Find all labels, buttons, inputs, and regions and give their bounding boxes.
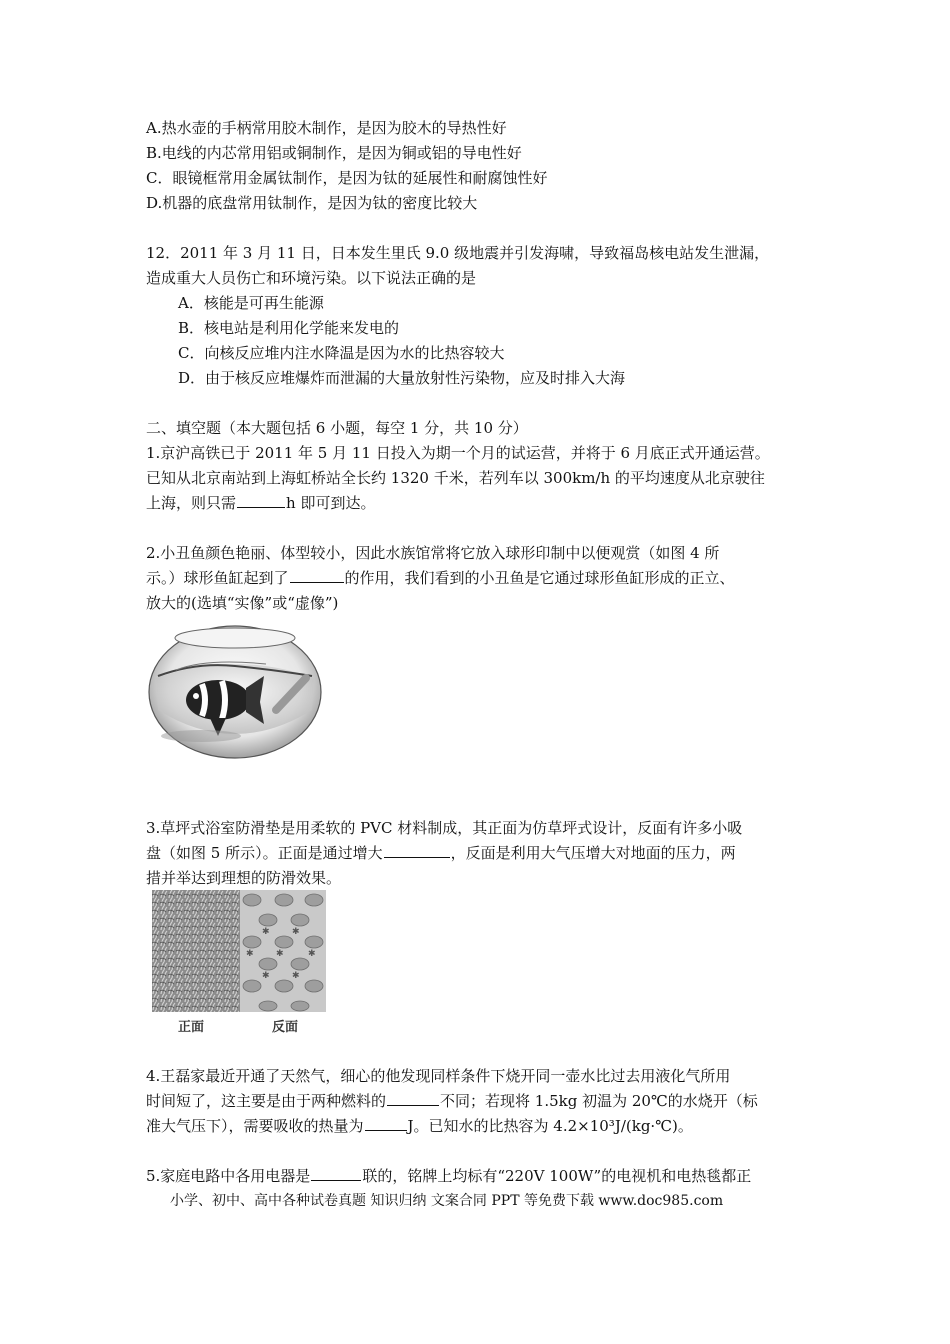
caption-back: 反面 (272, 1020, 299, 1035)
svg-text:✱: ✱ (246, 949, 254, 959)
q12-stem-line1: 12．2011 年 3 月 11 日，日本发生里氏 9.0 级地震并引发海啸，导致福岛核电站发生泄漏， (146, 244, 770, 262)
antislip-mat-illustration (152, 890, 326, 1012)
svg-text:✱: ✱ (262, 927, 270, 937)
fill-q5-blank[interactable] (311, 1166, 361, 1181)
q12-stem-line2: 造成重大人员伤亡和环境污染。以下说法正确的是 (146, 269, 477, 287)
svg-text:✱: ✱ (262, 971, 270, 981)
fill-q3-line2 (146, 843, 736, 863)
fill-q2-text-post: 的作用，我们看到的小丑鱼是它通过球形鱼缸形成的正立、 (344, 569, 735, 587)
svg-text:✱: ✱ (276, 949, 284, 959)
fill-q1-line2: 已知从北京南站到上海虹桥站全长约 1320 千米，若列车以 300km/h 的平均速度从北京驶往 (146, 469, 765, 487)
q12-option-c: C．向核反应堆内注水降温是因为水的比热容较大 (178, 344, 505, 362)
fill-q1-line1: 1.京沪高铁已于 2011 年 5 月 11 日投入为期一个月的试运营，并将于 6 月底正式开通运营。 (146, 444, 770, 462)
fill-q4-line3 (146, 1116, 693, 1136)
svg-text:✱: ✱ (308, 949, 316, 959)
q11-option-c: C．眼镜框常用金属钛制作，是因为钛的延展性和耐腐蚀性好 (146, 169, 548, 187)
fill-q1-text-post: h 即可到达。 (286, 494, 376, 512)
page-footer: 小学、初中、高中各种试卷真题 知识归纳 文案合同 PPT 等免费下载 www.doc985.com (170, 1193, 724, 1209)
caption-front: 正面 (178, 1020, 205, 1035)
fishbowl-image (146, 618, 324, 760)
svg-text:✱: ✱ (292, 927, 300, 937)
svg-text:✱: ✱ (292, 971, 300, 981)
q11-option-b: B.电线的内芯常用铝或铜制作，是因为铜或铝的导电性好 (146, 144, 522, 162)
fill-q2-line1: 2.小丑鱼颜色艳丽、体型较小，因此水族馆常将它放入球形印制中以便观赏（如图 4 所 (146, 544, 720, 562)
fill-q3-line1: 3.草坪式浴室防滑垫是用柔软的 PVC 材料制成，其正面为仿草坪式设计，反面有许多小吸 (146, 819, 743, 837)
fill-q5-text-pre: 5.家庭电路中各用电器是 (146, 1167, 311, 1185)
fill-q1-line3 (146, 493, 375, 513)
fill-q4-line1: 4.王磊家最近开通了天然气，细心的他发现同样条件下烧开同一壶水比过去用液化气所用 (146, 1067, 731, 1085)
fill-q4-text-pre: 时间短了，这主要是由于两种燃料的 (146, 1092, 387, 1110)
fill-q4-blank-2[interactable] (365, 1116, 407, 1131)
q11-option-d: D.机器的底盘常用钛制作，是因为钛的密度比较大 (146, 194, 478, 212)
fill-q4-line2 (146, 1091, 758, 1111)
section2-title: 二、填空题（本大题包括 6 小题，每空 1 分，共 10 分） (146, 419, 528, 437)
fill-q3-line3: 措并举达到理想的防滑效果。 (146, 869, 342, 887)
q12-option-d: D．由于核反应堆爆炸而泄漏的大量放射性污染物，应及时排入大海 (178, 369, 626, 387)
q12-option-a: A．核能是可再生能源 (178, 294, 324, 312)
fill-q5-line1 (146, 1166, 751, 1186)
fill-q2-blank[interactable] (290, 568, 344, 583)
q11-option-a: A.热水壶的手柄常用胶木制作，是因为胶木的导热性好 (146, 119, 507, 137)
fill-q5-text-post: 联的，铭牌上均标有“220V 100W”的电视机和电热毯都正 (362, 1167, 752, 1185)
fill-q1-text-pre: 上海，则只需 (146, 494, 237, 512)
fill-q3-text-post: ，反面是利用大气压增大对地面的压力，两 (450, 844, 736, 862)
fill-q3-blank[interactable] (384, 843, 450, 858)
fishbowl-illustration (146, 618, 324, 760)
fill-q2-text-pre: 示。）球形鱼缸起到了 (146, 569, 289, 587)
fill-q2-line3: 放大的(选填“实像”或“虚像”) (146, 594, 339, 612)
fill-q2-line2 (146, 568, 735, 588)
fill-q4-text-pre2: 准大气压下），需要吸收的热量为 (146, 1117, 364, 1135)
fill-q4-text-post: J。已知水的比热容为 4.2×10³J/(kg·℃)。 (407, 1117, 693, 1135)
antislip-mat-image (152, 890, 326, 1012)
fill-q4-blank-1[interactable] (387, 1091, 439, 1106)
q12-option-b: B．核电站是利用化学能来发电的 (178, 319, 400, 337)
fill-q1-blank[interactable] (237, 493, 285, 508)
fill-q3-text-pre: 盘（如图 5 所示）。正面是通过增大 (146, 844, 383, 862)
fill-q4-text-mid: 不同；若现将 1.5kg 初温为 20℃的水烧开（标 (440, 1092, 758, 1110)
